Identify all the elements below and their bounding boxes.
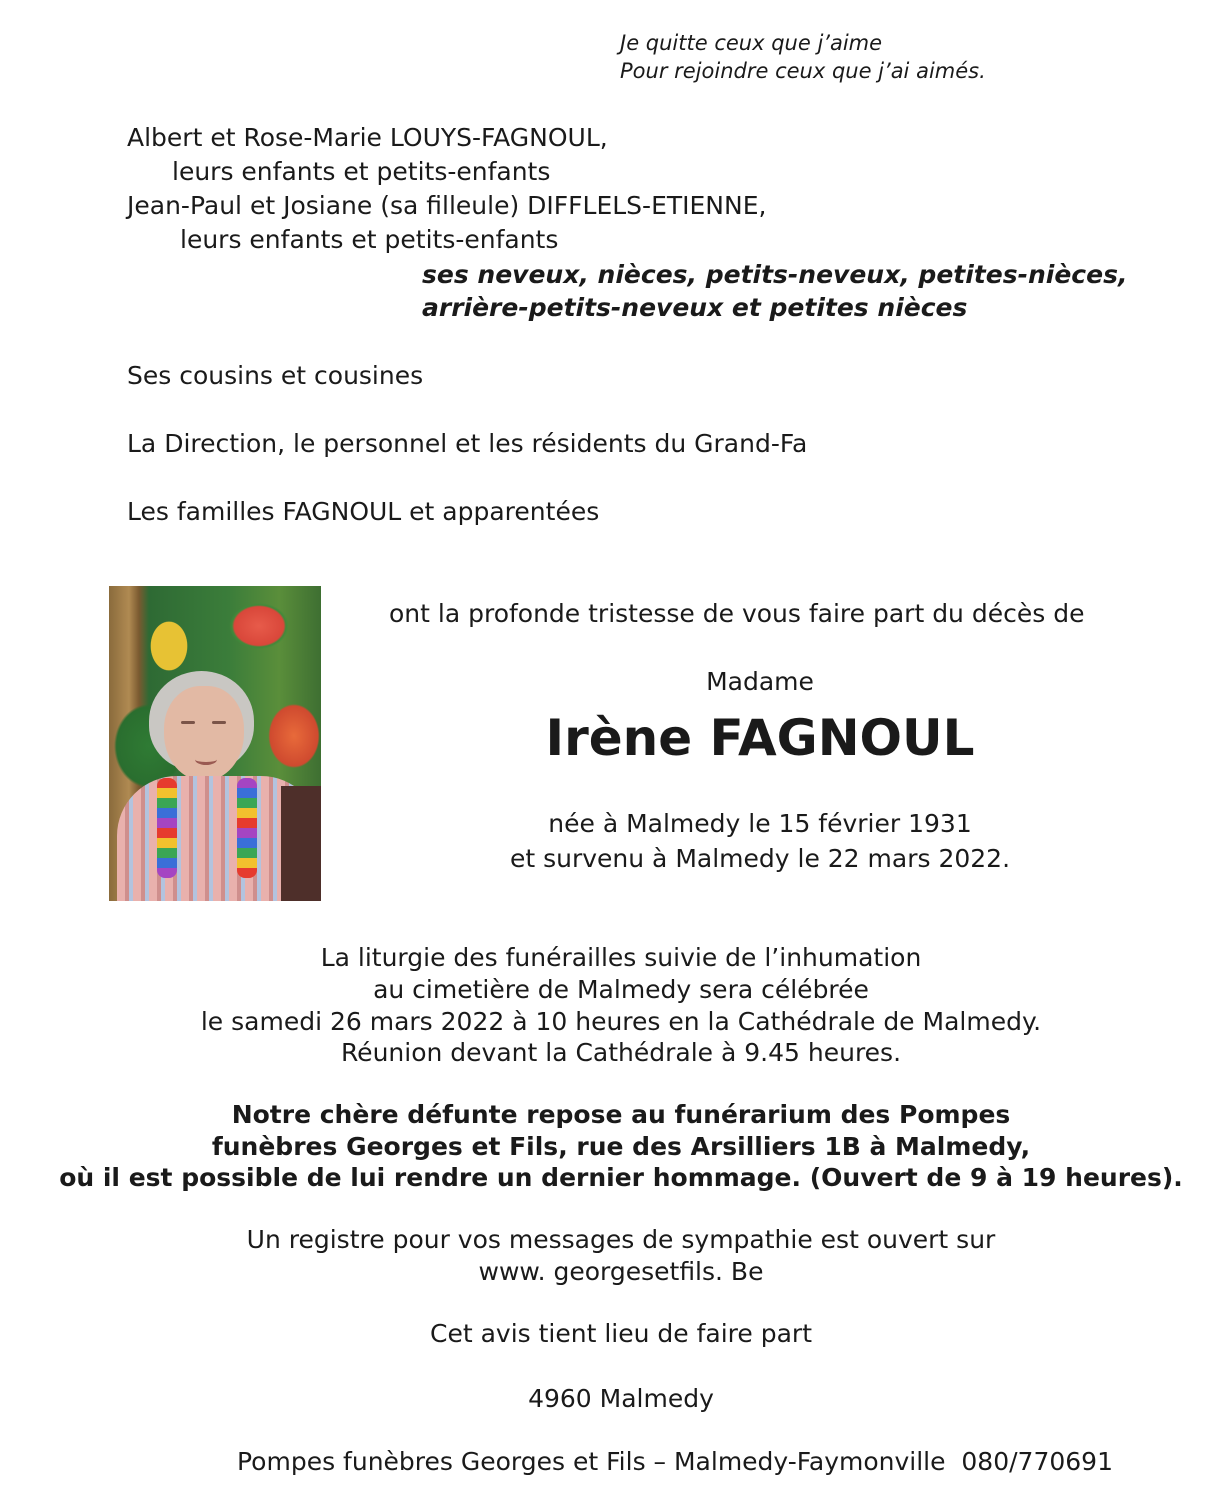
cousins-line: Ses cousins et cousines [127, 361, 424, 390]
liturgy-line-2: au cimetière de Malmedy sera célébrée [373, 975, 869, 1004]
quote-line-1: Je quitte ceux que j’aime [620, 31, 883, 55]
families-line: Les familles FAGNOUL et apparentées [127, 497, 600, 526]
liturgy-line-3: le samedi 26 mars 2022 à 10 heures en la Cathédrale de Malmedy. [200, 1007, 1042, 1036]
death-line: et survenu à Malmedy le 22 mars 2022. [509, 844, 1011, 873]
announcement-title: Madame [706, 667, 814, 696]
liturgy-line-1: La liturgie des funérailles suivie de l’inhumation [320, 943, 922, 972]
portrait-mouth [195, 754, 217, 765]
liturgy-line-4: Réunion devant la Cathédrale à 9.45 heures. [340, 1038, 902, 1067]
quote-line-2: Pour rejoindre ceux que j’ai aimés. [620, 59, 986, 83]
register-line-1: Un registre pour vos messages de sympathie est ouvert sur [246, 1225, 996, 1254]
address-line: 4960 Malmedy [528, 1384, 714, 1413]
funerarium-line-2: funèbres Georges et Fils, rue des Arsilliers 1B à Malmedy, [211, 1132, 1031, 1161]
portrait-eye-right [212, 721, 226, 724]
notice-line: Cet avis tient lieu de faire part [430, 1319, 812, 1348]
deceased-name: Irène FAGNOUL [545, 709, 975, 767]
birth-line: née à Malmedy le 15 février 1931 [548, 809, 972, 838]
family-line-5: ses neveux, nièces, petits-neveux, petites-nièces, [422, 260, 1128, 289]
portrait-eye-left [181, 721, 195, 724]
announcement-intro: ont la profonde tristesse de vous faire part du décès de [389, 599, 1085, 628]
direction-line: La Direction, le personnel et les résidents du Grand-Fa [127, 429, 808, 458]
portrait-lei-right [237, 778, 257, 878]
funerarium-line-1: Notre chère défunte repose au funérarium des Pompes [231, 1100, 1011, 1129]
portrait-lei-left [157, 778, 177, 878]
portrait-photo [109, 586, 321, 901]
portrait-face [164, 686, 244, 781]
family-line-6: arrière-petits-neveux et petites nièces [422, 293, 968, 322]
family-line-4: leurs enfants et petits-enfants [180, 225, 559, 254]
funerarium-line-3: où il est possible de lui rendre un dernier hommage. (Ouvert de 9 à 19 heures). [59, 1163, 1183, 1192]
family-line-1: Albert et Rose-Marie LOUYS-FAGNOUL, [127, 123, 608, 152]
portrait-background-chair [281, 786, 321, 901]
family-line-3: Jean-Paul et Josiane (sa filleule) DIFFLELS-ETIENNE, [127, 191, 767, 220]
register-website: www. georgesetfils. Be [478, 1257, 764, 1286]
family-line-2: leurs enfants et petits-enfants [172, 157, 551, 186]
footer-line: Pompes funèbres Georges et Fils – Malmedy-Faymonville 080/770691 [237, 1447, 1113, 1476]
